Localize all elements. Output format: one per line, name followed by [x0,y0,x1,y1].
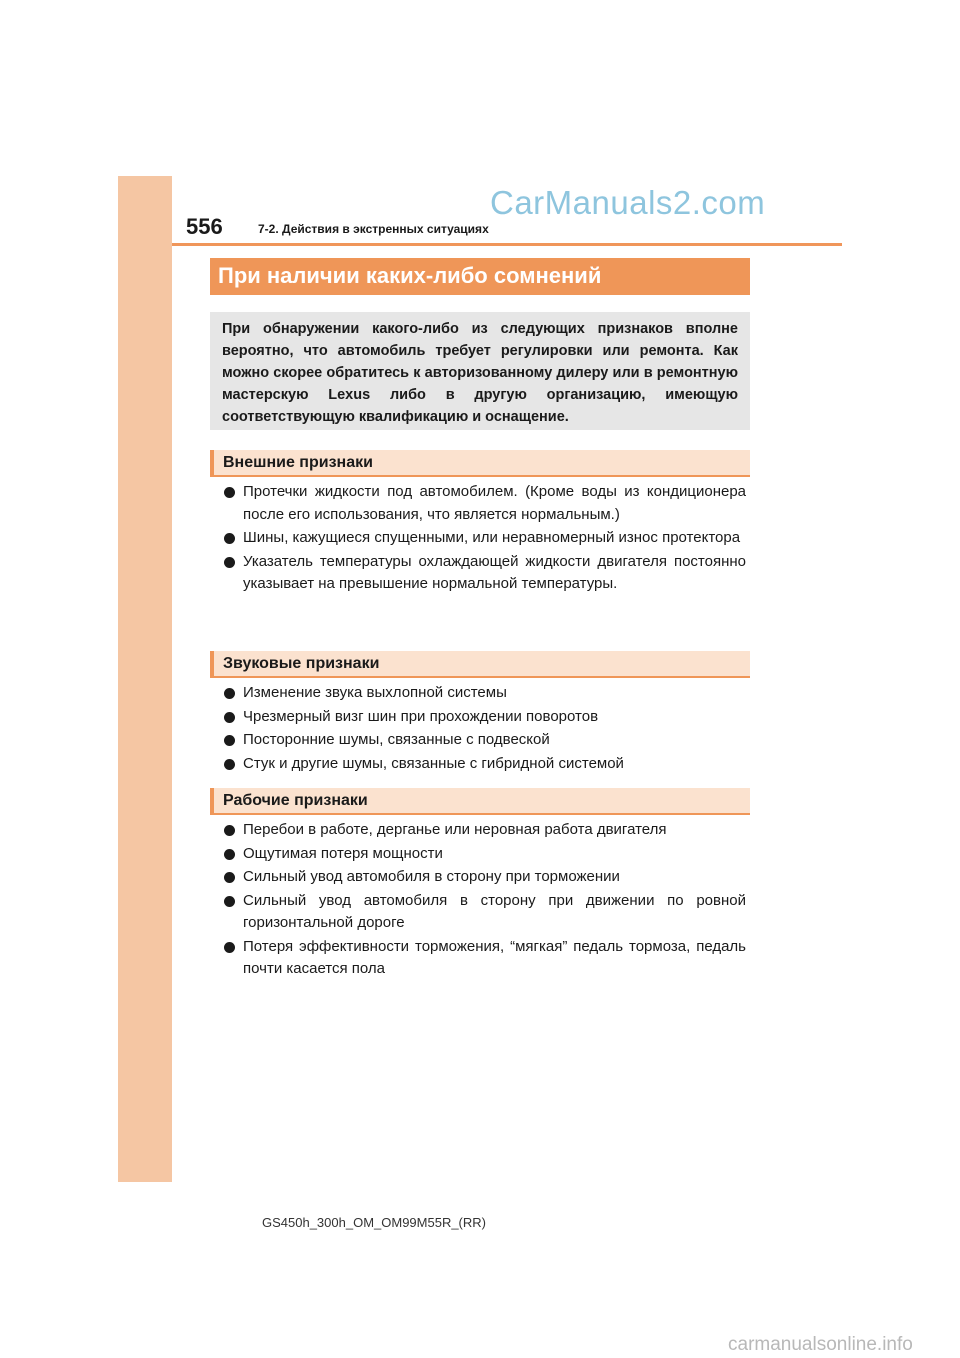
list-item-text: Стук и другие шумы, связанные с гибридной системой [243,754,624,772]
list-item [222,729,746,752]
list-item-text: Ощутимая потеря мощности [243,844,443,862]
list-item-text: Указатель температуры охлаждающей жидкости двигателя постоянно указывает на превышение нормальной температуры. [243,552,746,592]
bullet-icon [224,759,235,770]
list-item [222,706,746,729]
list-item-text: Сильный увод автомобиля в сторону при движении по ровной горизонтальной дороге [243,891,746,931]
list-item [222,481,746,526]
list-external [222,481,746,597]
bullet-icon [224,487,235,498]
intro-text: При обнаружении какого-либо из следующих признаков вполне вероятно, что автомобиль требует регулировки или ремонта. Как можно скорее обратитесь к авторизованному дилеру или в ремонтную мастерскую Lexus либо в другую организацию, имеющую соответствующую квалификацию и оснащение. [222,321,738,425]
subheading-external: Внешние признаки [210,450,750,477]
list-item-text: Перебои в работе, дерганье или неровная работа двигателя [243,821,667,838]
list-item [222,527,746,550]
bullet-icon [224,712,235,723]
list-item-text: Потеря эффективности торможения, “мягкая” педаль тормоза, педаль почти касается пола [243,937,746,977]
bullet-icon [224,688,235,699]
list-sound [222,682,746,776]
list-item [222,819,746,842]
list-item-text: Чрезмерный визг шин при прохождении поворотов [243,707,599,725]
intro-box [210,312,750,430]
watermark-footer: carmanualsonline.info [728,1334,913,1355]
bullet-icon [224,872,235,883]
list-item [222,753,746,776]
bullet-icon [224,849,235,860]
bullet-icon [224,735,235,746]
list-item-text: Посторонние шумы, связанные с подвеской [243,731,550,748]
list-item [222,843,746,866]
bullet-icon [224,533,235,544]
side-color-band [118,176,172,1182]
main-heading: При наличии каких-либо сомнений [210,258,750,295]
list-item-text: Сильный увод автомобиля в сторону при торможении [243,868,620,885]
list-item [222,890,746,935]
list-item-text: Протечки жидкости под автомобилем. (Кроме воды из кондиционера после его использования, что является нормальным.) [243,483,746,523]
bullet-icon [224,942,235,953]
list-item [222,551,746,596]
list-item [222,936,746,981]
subheading-operational: Рабочие признаки [210,788,750,815]
footer-doc-code: GS450h_300h_OM_OM99M55R_(RR) [262,1215,486,1230]
page-number: 556 [186,214,223,239]
bullet-icon [224,896,235,907]
bullet-icon [224,557,235,568]
section-title: 7-2. Действия в экстренных ситуациях [258,222,489,236]
list-item [222,682,746,705]
bullet-icon [224,825,235,836]
list-operational [222,819,746,982]
watermark-logo-top: CarManuals2.com [490,184,766,221]
list-item-text: Изменение звука выхлопной системы [243,684,507,701]
list-item-text: Шины, кажущиеся спущенными, или неравномерный износ протектора [243,529,741,546]
subheading-sound: Звуковые признаки [210,651,750,678]
list-item [222,866,746,889]
header-rule [172,243,842,246]
